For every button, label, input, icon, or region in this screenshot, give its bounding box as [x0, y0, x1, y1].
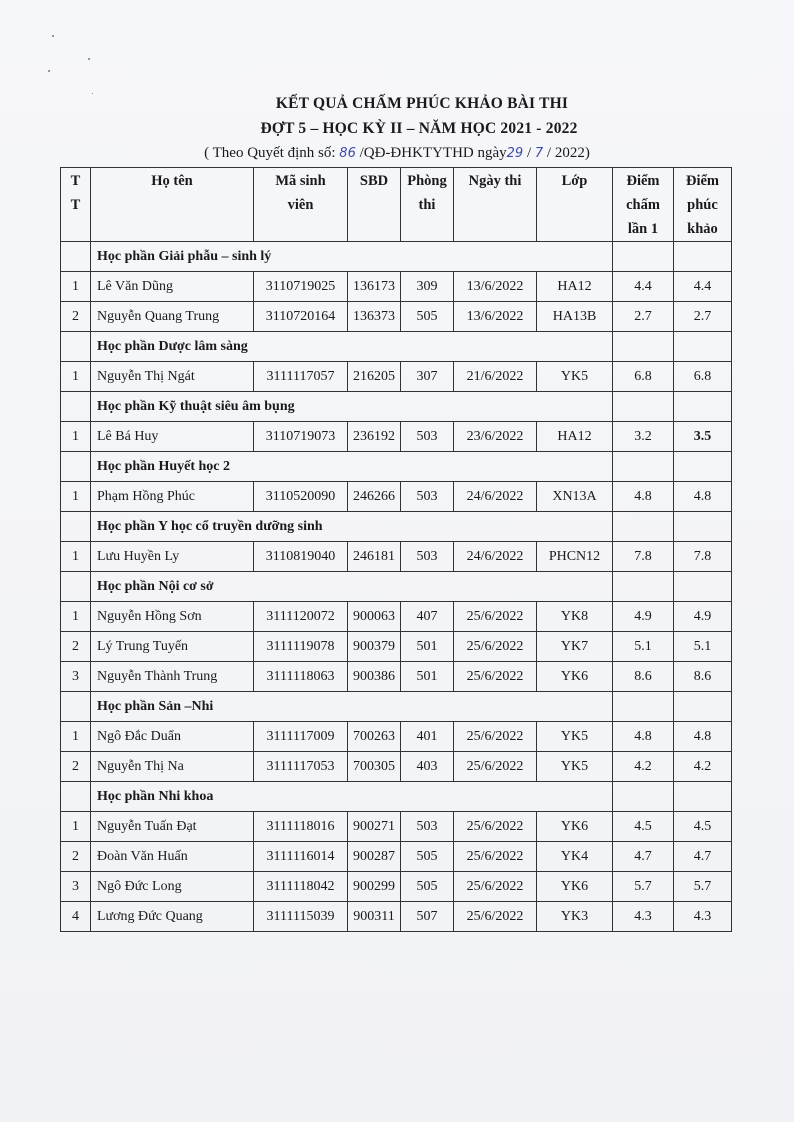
exam-date-cell: 13/6/2022 — [454, 272, 537, 302]
row-tt-cell: 3 — [61, 662, 91, 692]
section-title: Học phần Y học cổ truyền dưỡng sinh — [91, 512, 613, 542]
row-tt-cell: 2 — [61, 752, 91, 782]
sbd-cell: 700305 — [348, 752, 401, 782]
scan-speck — [48, 70, 50, 72]
table-row — [61, 812, 732, 842]
section-score1-cell — [613, 332, 674, 362]
section-tt-cell — [61, 242, 91, 272]
class-cell: YK5 — [537, 362, 613, 392]
score2-cell: 5.1 — [674, 632, 732, 662]
room-cell: 501 — [401, 662, 454, 692]
section-score2-cell — [674, 452, 732, 482]
decision-day-handwritten: 29 — [506, 146, 524, 161]
score1-cell: 4.8 — [613, 722, 674, 752]
student-id-cell: 3111115039 — [254, 902, 348, 932]
section-title: Học phần Nhi khoa — [91, 782, 613, 812]
exam-date-cell: 25/6/2022 — [454, 902, 537, 932]
student-id-cell: 3111118063 — [254, 662, 348, 692]
room-cell: 503 — [401, 812, 454, 842]
section-title: Học phần Kỹ thuật siêu âm bụng — [91, 392, 613, 422]
section-header-row — [61, 782, 732, 812]
score1-cell: 5.1 — [613, 632, 674, 662]
section-header-row — [61, 452, 732, 482]
room-cell: 501 — [401, 632, 454, 662]
row-tt-cell: 2 — [61, 842, 91, 872]
table-header-row — [61, 168, 732, 242]
score1-cell: 5.7 — [613, 872, 674, 902]
results-table — [60, 167, 732, 932]
score2-cell: 4.5 — [674, 812, 732, 842]
section-score2-cell — [674, 242, 732, 272]
room-cell: 307 — [401, 362, 454, 392]
exam-date-cell: 25/6/2022 — [454, 812, 537, 842]
sbd-cell: 246266 — [348, 482, 401, 512]
student-id-cell: 3111116014 — [254, 842, 348, 872]
class-cell: YK6 — [537, 662, 613, 692]
score1-cell: 4.7 — [613, 842, 674, 872]
score2-cell: 4.4 — [674, 272, 732, 302]
sbd-cell: 900271 — [348, 812, 401, 842]
decision-prefix: ( Theo Quyết định số: — [204, 145, 340, 161]
score1-cell: 4.8 — [613, 482, 674, 512]
section-score2-cell — [674, 332, 732, 362]
score2-cell: 2.7 — [674, 302, 732, 332]
section-header-row — [61, 512, 732, 542]
decision-suffix: / 2022) — [543, 145, 590, 161]
score2-cell: 6.8 — [674, 362, 732, 392]
table-row — [61, 752, 732, 782]
score2-cell: 5.7 — [674, 872, 732, 902]
results-table-body — [61, 242, 732, 932]
student-id-cell: 3111117009 — [254, 722, 348, 752]
class-cell: XN13A — [537, 482, 613, 512]
score1-cell: 4.4 — [613, 272, 674, 302]
room-cell: 507 — [401, 902, 454, 932]
decision-number-handwritten: 86 — [339, 146, 356, 161]
student-id-cell: 3110719073 — [254, 422, 348, 452]
score2-cell: 4.8 — [674, 722, 732, 752]
sbd-cell: 136173 — [348, 272, 401, 302]
row-tt-cell: 1 — [61, 722, 91, 752]
table-row — [61, 902, 732, 932]
section-title: Học phần Dược lâm sàng — [91, 332, 613, 362]
section-score2-cell — [674, 782, 732, 812]
class-cell: YK5 — [537, 752, 613, 782]
class-cell: YK6 — [537, 812, 613, 842]
sbd-cell: 216205 — [348, 362, 401, 392]
table-row — [61, 872, 732, 902]
score1-cell: 7.8 — [613, 542, 674, 572]
sbd-cell: 900386 — [348, 662, 401, 692]
room-cell: 401 — [401, 722, 454, 752]
section-tt-cell — [61, 512, 91, 542]
student-name-cell: Đoàn Văn Huấn — [91, 842, 254, 872]
row-tt-cell: 1 — [61, 482, 91, 512]
row-tt-cell: 1 — [61, 272, 91, 302]
table-row — [61, 632, 732, 662]
table-row — [61, 842, 732, 872]
exam-date-cell: 25/6/2022 — [454, 722, 537, 752]
score1-cell: 2.7 — [613, 302, 674, 332]
class-cell: PHCN12 — [537, 542, 613, 572]
class-cell: YK6 — [537, 872, 613, 902]
section-title: Học phần Sản –Nhi — [91, 692, 613, 722]
room-cell: 505 — [401, 302, 454, 332]
class-cell: YK4 — [537, 842, 613, 872]
section-tt-cell — [61, 392, 91, 422]
exam-date-cell: 25/6/2022 — [454, 662, 537, 692]
score1-cell: 4.3 — [613, 902, 674, 932]
sbd-cell: 136373 — [348, 302, 401, 332]
student-id-cell: 3111117053 — [254, 752, 348, 782]
student-name-cell: Lê Văn Dũng — [91, 272, 254, 302]
decision-month-handwritten: 7 — [534, 146, 544, 161]
exam-date-cell: 23/6/2022 — [454, 422, 537, 452]
exam-date-cell: 24/6/2022 — [454, 482, 537, 512]
table-row — [61, 362, 732, 392]
section-header-row — [61, 392, 732, 422]
student-name-cell: Lưu Huyền Ly — [91, 542, 254, 572]
student-name-cell: Nguyễn Thành Trung — [91, 662, 254, 692]
student-name-cell: Lê Bá Huy — [91, 422, 254, 452]
student-name-cell: Phạm Hồng Phúc — [91, 482, 254, 512]
col-tt-header: T T — [61, 168, 91, 242]
sbd-cell: 236192 — [348, 422, 401, 452]
student-id-cell: 3111118042 — [254, 872, 348, 902]
row-tt-cell: 1 — [61, 602, 91, 632]
col-sbd-header: SBD — [348, 168, 401, 242]
section-score1-cell — [613, 692, 674, 722]
table-row — [61, 542, 732, 572]
row-tt-cell: 1 — [61, 422, 91, 452]
score1-cell: 6.8 — [613, 362, 674, 392]
score2-cell: 7.8 — [674, 542, 732, 572]
score2-cell: 4.2 — [674, 752, 732, 782]
room-cell: 503 — [401, 542, 454, 572]
student-name-cell: Lương Đức Quang — [91, 902, 254, 932]
section-tt-cell — [61, 572, 91, 602]
col-date-header: Ngày thi — [454, 168, 537, 242]
decision-reference — [0, 145, 794, 162]
student-name-cell: Nguyễn Hồng Sơn — [91, 602, 254, 632]
exam-date-cell: 13/6/2022 — [454, 302, 537, 332]
document-subtitle-period: ĐỢT 5 – HỌC KỲ II – NĂM HỌC 2021 - 2022 — [260, 120, 578, 137]
sbd-cell: 900063 — [348, 602, 401, 632]
section-score1-cell — [613, 242, 674, 272]
score1-cell: 4.2 — [613, 752, 674, 782]
section-score1-cell — [613, 512, 674, 542]
row-tt-cell: 3 — [61, 872, 91, 902]
score2-cell: 8.6 — [674, 662, 732, 692]
section-header-row — [61, 572, 732, 602]
sbd-cell: 700263 — [348, 722, 401, 752]
student-id-cell: 3110819040 — [254, 542, 348, 572]
room-cell: 309 — [401, 272, 454, 302]
section-header-row — [61, 692, 732, 722]
row-tt-cell: 1 — [61, 812, 91, 842]
sbd-cell: 246181 — [348, 542, 401, 572]
room-cell: 505 — [401, 842, 454, 872]
col-name-header: Họ tên — [91, 168, 254, 242]
class-cell: YK8 — [537, 602, 613, 632]
scan-speck — [52, 35, 54, 37]
student-name-cell: Ngô Đức Long — [91, 872, 254, 902]
student-name-cell: Lý Trung Tuyến — [91, 632, 254, 662]
room-cell: 503 — [401, 422, 454, 452]
scan-speck — [92, 93, 93, 94]
room-cell: 407 — [401, 602, 454, 632]
row-tt-cell: 2 — [61, 302, 91, 332]
class-cell: YK5 — [537, 722, 613, 752]
room-cell: 503 — [401, 482, 454, 512]
score2-cell: 4.8 — [674, 482, 732, 512]
section-header-row — [61, 242, 732, 272]
student-id-cell: 3110720164 — [254, 302, 348, 332]
section-tt-cell — [61, 782, 91, 812]
section-score1-cell — [613, 782, 674, 812]
exam-date-cell: 25/6/2022 — [454, 872, 537, 902]
table-row — [61, 722, 732, 752]
section-score1-cell — [613, 572, 674, 602]
exam-date-cell: 25/6/2022 — [454, 842, 537, 872]
table-row — [61, 302, 732, 332]
exam-date-cell: 24/6/2022 — [454, 542, 537, 572]
score2-cell: 4.7 — [674, 842, 732, 872]
score1-cell: 4.9 — [613, 602, 674, 632]
score1-cell: 4.5 — [613, 812, 674, 842]
section-tt-cell — [61, 332, 91, 362]
col-score1-header: Điểm chấm lần 1 — [613, 168, 674, 242]
exam-date-cell: 21/6/2022 — [454, 362, 537, 392]
section-header-row — [61, 332, 732, 362]
student-id-cell: 3110719025 — [254, 272, 348, 302]
table-row — [61, 272, 732, 302]
score1-cell: 8.6 — [613, 662, 674, 692]
col-score2-header: Điểm phúc khảo — [674, 168, 732, 242]
exam-date-cell: 25/6/2022 — [454, 752, 537, 782]
row-tt-cell: 1 — [61, 542, 91, 572]
section-score1-cell — [613, 392, 674, 422]
score2-cell: 4.3 — [674, 902, 732, 932]
table-row — [61, 482, 732, 512]
table-row — [61, 602, 732, 632]
class-cell: HA13B — [537, 302, 613, 332]
section-score2-cell — [674, 692, 732, 722]
section-title: Học phần Giải phẫu – sinh lý — [91, 242, 613, 272]
col-student-id-header: Mã sinh viên — [254, 168, 348, 242]
row-tt-cell: 2 — [61, 632, 91, 662]
class-cell: HA12 — [537, 422, 613, 452]
section-title: Học phần Nội cơ sở — [91, 572, 613, 602]
score2-cell: 3.5 — [674, 422, 732, 452]
section-tt-cell — [61, 692, 91, 722]
room-cell: 505 — [401, 872, 454, 902]
scan-speck — [88, 58, 90, 60]
sbd-cell: 900287 — [348, 842, 401, 872]
decision-separator: / — [523, 145, 535, 161]
student-name-cell: Nguyễn Thị Ngát — [91, 362, 254, 392]
student-id-cell: 3111117057 — [254, 362, 348, 392]
table-row — [61, 662, 732, 692]
row-tt-cell: 4 — [61, 902, 91, 932]
section-tt-cell — [61, 452, 91, 482]
section-score1-cell — [613, 452, 674, 482]
document-title: KẾT QUẢ CHẤM PHÚC KHẢO BÀI THI — [275, 95, 569, 112]
score2-cell: 4.9 — [674, 602, 732, 632]
decision-mid: /QĐ-ĐHKTYTHD ngày — [355, 145, 507, 161]
section-score2-cell — [674, 572, 732, 602]
col-room-header: Phòng thi — [401, 168, 454, 242]
student-id-cell: 3110520090 — [254, 482, 348, 512]
student-id-cell: 3111119078 — [254, 632, 348, 662]
table-row — [61, 422, 732, 452]
room-cell: 403 — [401, 752, 454, 782]
exam-date-cell: 25/6/2022 — [454, 602, 537, 632]
student-name-cell: Ngô Đắc Duẩn — [91, 722, 254, 752]
class-cell: HA12 — [537, 272, 613, 302]
sbd-cell: 900299 — [348, 872, 401, 902]
score1-cell: 3.2 — [613, 422, 674, 452]
section-title: Học phần Huyết học 2 — [91, 452, 613, 482]
student-id-cell: 3111118016 — [254, 812, 348, 842]
student-name-cell: Nguyễn Thị Na — [91, 752, 254, 782]
student-id-cell: 3111120072 — [254, 602, 348, 632]
col-class-header: Lớp — [537, 168, 613, 242]
sbd-cell: 900311 — [348, 902, 401, 932]
exam-date-cell: 25/6/2022 — [454, 632, 537, 662]
student-name-cell: Nguyễn Quang Trung — [91, 302, 254, 332]
class-cell: YK7 — [537, 632, 613, 662]
sbd-cell: 900379 — [348, 632, 401, 662]
student-name-cell: Nguyễn Tuấn Đạt — [91, 812, 254, 842]
class-cell: YK3 — [537, 902, 613, 932]
section-score2-cell — [674, 512, 732, 542]
row-tt-cell: 1 — [61, 362, 91, 392]
section-score2-cell — [674, 392, 732, 422]
